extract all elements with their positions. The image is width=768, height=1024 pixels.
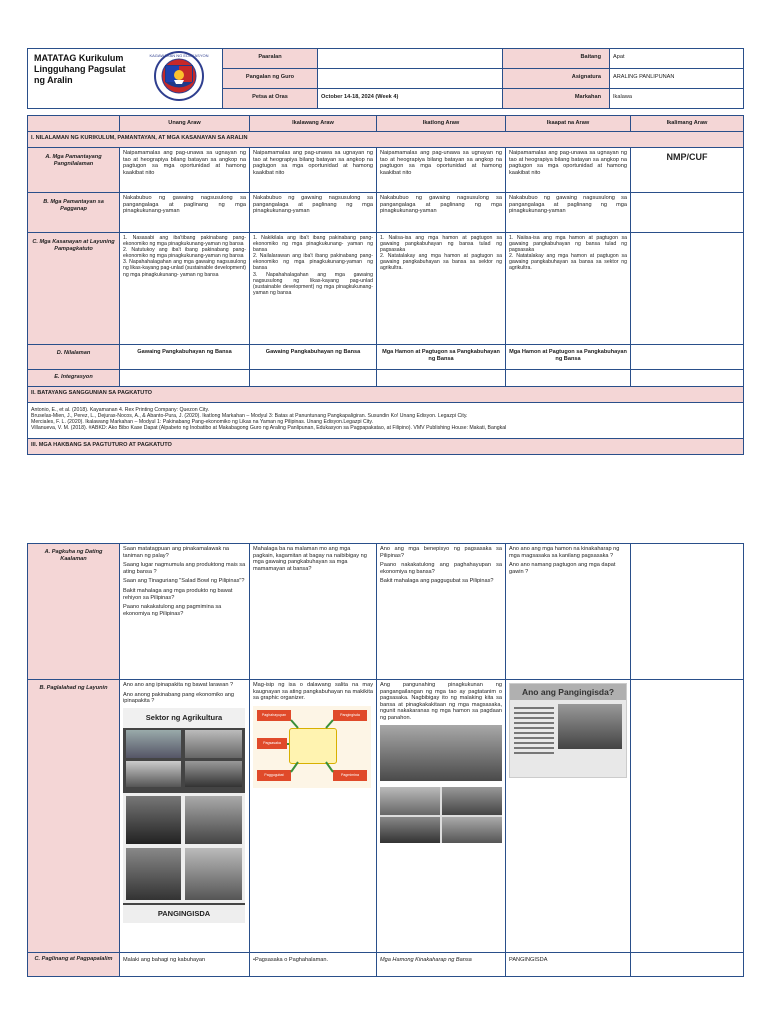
seal-lettering: KAGAWARAN NG EDUKASYON <box>148 53 209 58</box>
section-heading-3: III. MGA HAKBANG SA PAGTUTURO AT PAGKATUTO <box>28 439 744 455</box>
objectives-day2 <box>250 233 377 345</box>
section-heading-1: I. NILALAMAN NG KURIKULUM, PAMANTAYAN, AT MGA KASANAYAN SA ARALIN <box>28 132 744 148</box>
lesson-table <box>27 115 744 455</box>
question: Saan ang Tinaguriang "Salad Bowl ng Pilipinas"? <box>123 578 245 585</box>
question: Ano ano namang pagtugon ang mga dapat gawin ? <box>509 562 616 575</box>
references-list <box>28 403 744 439</box>
value-petsa[interactable]: October 14-18, 2024 (Week 4) <box>318 89 503 109</box>
cell-text: Malaki ang bahagi ng kabuhayan <box>120 953 250 977</box>
label-petsa: Petsa at Oras <box>223 89 318 109</box>
value-paaralan[interactable] <box>318 49 503 69</box>
question: Ano ano ang mga hamon na kinakaharap ng mga magsasaka sa kanilang pagsasaka ? <box>509 546 620 559</box>
photo-animals <box>185 730 242 758</box>
objectives-day1 <box>120 233 250 345</box>
questions-day2 <box>250 544 377 680</box>
content-title: Gawaing Pangkabuhayan ng Bansa <box>250 345 377 370</box>
objective-item: 2. Nailalarawan ang iba't ibang pakinabang pang-ekonomiko ng mga pinagkukunang-yaman ng bansa <box>253 253 373 272</box>
label-asignatura: Asignatura <box>503 69 610 89</box>
objectives-day3 <box>377 233 506 345</box>
deped-seal-icon <box>135 49 223 103</box>
cell-text: Naipamamalas ang pag-unawa sa ugnayan ng tao at heograpiya bilang batayan sa angkop na pagtugon sa mga oportunidad at hamong kaakibat nito <box>120 148 250 193</box>
row-label-kasanayan: C. Mga Kasanayan at Layuning Pampagkatuto <box>28 233 120 345</box>
value-guro[interactable] <box>318 69 503 89</box>
cell-text: Nakabubuo ng gawaing nagsusulong sa pangangalaga at paglinang ng mga pinagkukunang-yaman <box>506 193 631 233</box>
farming-collage <box>380 787 502 843</box>
questions-day1 <box>120 544 250 680</box>
day-header: Ikaapat na Araw <box>506 116 631 132</box>
question: Bakit mahalaga ang paggugubat sa Pilipinas? <box>380 578 494 585</box>
reference-item: Villanueva, V. M. (2018). #ABKD: Ako Bibo Kase Dapat (Alpabeto ng Inobatibo at Makabagong Guro ng Araling Panlipunan, Edukasyon sa Pagpapakatao, at Filipino). VMV Publishing House: Makati, Bangkal <box>31 425 507 432</box>
objective-item: 2. Natatalakay ang mga hamon at pagtugon sa gawaing pangkabuhayan sa bansa sa sektor ng agrikultra. <box>380 253 502 272</box>
doc-title-line: ng Aralin <box>34 75 73 85</box>
photo-field <box>126 730 181 758</box>
days-header-row <box>28 116 744 132</box>
label-guro: Pangalan ng Guro <box>223 69 318 89</box>
day-header: Unang Araw <box>120 116 250 132</box>
objective-item: 3. Napahahalagahan ang mga gawaing nagsusulong ng likas-kayang pag-unlad (sustainable development) ng mga pinagkukunang-yaman ng bansa <box>253 271 373 296</box>
value-markahan[interactable]: Ikalawa <box>610 89 744 109</box>
row-label-pamantayan-sa-pagganap: B. Mga Pamantayan sa Pagganap <box>28 193 120 233</box>
cell-text: Nakabubuo ng gawaing nagsusulong sa pangangalaga at paglinang ng mga pinagkukunang-yaman <box>120 193 250 233</box>
question: Paano nakakatulong ang paghahayupan sa ekonomiya ng bansa? <box>380 562 502 575</box>
cell-text: Nakabubuo ng gawaing nagsusulong sa pangangalaga at paglinang ng mga pinagkukunang-yaman <box>377 193 506 233</box>
fishing-photo <box>558 704 622 749</box>
organizer-box: Pangingisda <box>333 710 367 721</box>
questions-day3 <box>377 544 506 680</box>
objective-item: 2. Natutukoy ang iba't ibang pakinabang pang-ekonomiko ng mga pinagkukunang-yaman ng bansa <box>123 247 246 260</box>
row-label-paglalahad: B. Paglalahad ng Layunin <box>28 680 120 953</box>
nmp-cuf-label: NMP/CUF <box>631 148 744 193</box>
organizer-box: Pagmimina <box>333 770 367 781</box>
photo-forest <box>185 761 242 787</box>
objective-cell-day2 <box>250 680 377 953</box>
prompt: Ang pangunahing pinagkukunan ng pangangailangan ng mga tao ay pagtatanim o pagsasaka. Nagbibigay ito ng malaking kita sa bansa at pinagkakakitaan ng mga magsasaka, ngunit nakakaranas ng mga hamon sa pagdaan ng panahon. <box>380 682 502 721</box>
doc-title <box>28 49 135 109</box>
objective-item: 2. Natatalakay ang mga hamon at pagtugon sa gawaing pangkabuhayan sa bansa sa sektor ng agrikultra. <box>509 253 627 272</box>
row-label-nilalaman: D. Nilalaman <box>28 345 120 370</box>
question: Paano nakakatulong ang pagmimina sa ekonomiya ng Pilipinas? <box>123 604 222 617</box>
objective-cell-day4 <box>506 680 631 953</box>
question: Bakit mahalaga ang mga produkto ng bawat rehiyon sa Pilipinas? <box>123 587 233 601</box>
deped-seal <box>135 49 223 109</box>
organizer-box: Pagsasaka <box>257 738 287 749</box>
agrikultura-collage-image <box>123 708 245 923</box>
organizer-arrows <box>253 706 371 788</box>
value-asignatura[interactable]: ARALING PANLIPUNAN <box>610 69 744 89</box>
graphic-organizer <box>253 706 371 788</box>
doc-title-line: Lingguhang Pagsulat <box>34 64 126 74</box>
fishing-panel <box>123 793 245 903</box>
organizer-box: Paghahayupan <box>257 710 291 721</box>
day-header: Ikalawang Araw <box>250 116 377 132</box>
prompt: Ano ano ang ipinapakita ng bawat larawan ? <box>123 682 234 688</box>
reference-item: Bruselas-Mien, J., Perez, L., Dejuras-Nocos, A., & Abanto-Pura, J. (2020). Ikatlong Markahan – Modyul 3: Batas at Panuntunang Pangkapaligiran. Susundin Ko! Unang Edisyon. Legazpi City. <box>31 413 468 420</box>
cell-text: •Pagsasaka o Paghahalaman. <box>250 953 377 977</box>
collage-caption: PANGINGISDA <box>123 905 245 923</box>
value-baitang[interactable]: Apat <box>610 49 744 69</box>
pangingisda-infographic <box>509 683 627 778</box>
question: Mahalaga ba na malaman mo ang mga pagkain, kagamitan at bagay na naibibigay ng mga gawaing pangkabuhayan sa mga mamamayan at bansa? <box>253 546 367 572</box>
row-label-paglinang: C. Paglinang at Pagpapalalim <box>28 953 120 977</box>
objective-cell-day1 <box>120 680 250 953</box>
cell-text: Naipamamalas ang pag-unawa sa ugnayan ng tao at heograpiya bilang batayan sa angkop na pagtugon sa mga oportunidad at hamong kaakibat nito <box>250 148 377 193</box>
cell-text: Naipamamalas ang pag-unawa sa ugnayan ng tao at heograpiya bilang batayan sa angkop na pagtugon sa mga oportunidad at hamong kaakibat nito <box>506 148 631 193</box>
header-table <box>27 48 744 109</box>
questions-day4 <box>506 544 631 680</box>
content-title: Mga Hamon at Pagtugon sa Pangkabuhayan ng Bansa <box>506 345 631 370</box>
day-header: Ikalimang Araw <box>631 116 744 132</box>
cell-text: PANGINGISDA <box>506 953 631 977</box>
question: Saan matatagpuan ang pinakamalawak na taniman ng palay? <box>123 546 230 559</box>
collage-title: Sektor ng Agrikultura <box>123 708 245 728</box>
procedure-table <box>27 543 744 977</box>
row-label-dating-kaalaman: A. Pagkuha ng Dating Kaalaman <box>28 544 120 680</box>
infographic-title: Ano ang Pangingisda? <box>510 684 626 700</box>
photo-farm <box>126 761 181 787</box>
objective-item: 1. Nasasabi ang iba'tibang pakinabang pang-ekonomiko ng mga pinagkukunang-yaman ng bansa <box>123 235 246 248</box>
doc-title-line: MATATAG Kurikulum <box>34 53 124 63</box>
cell-text: Naipamamalas ang pag-unawa sa ugnayan ng tao at heograpiya bilang batayan sa angkop na pagtugon sa mga oportunidad at hamong kaakibat nito <box>377 148 506 193</box>
cell-text: Nakabubuo ng gawaing nagsusulong sa pangangalaga at paglinang ng mga pinagkukunang-yaman <box>250 193 377 233</box>
reference-item: Merciales, F. L. (2020). Ikalawang Markahan – Modyul 1: Pakinabang Pang-ekonomiko ng Likas na Yaman ng Pilipinas. Unang Edisyon.Legazpi City. <box>31 419 373 426</box>
prompt: Ano anong pakinabang pang ekonomiko ang ipinapakita ? <box>123 691 235 705</box>
label-baitang: Baitang <box>503 49 610 69</box>
content-title: Mga Hamon at Pagtugon sa Pangkabuhayan ng Bansa <box>377 345 506 370</box>
farmers-photo <box>380 725 502 781</box>
objective-item: 1. Naiisa-isa ang mga hamon at pagtugon sa gawaing pangkabuhayan ng bansa tulad ng pagsasaka <box>509 235 627 254</box>
content-title: Gawaing Pangkabuhayan ng Bansa <box>120 345 250 370</box>
question: Saang lugar nagmumula ang produktong mais sa ating bansa ? <box>123 562 246 575</box>
objective-item: 1. Naiisa-isa ang mga hamon at pagtugon sa gawaing pangkabuhayan ng bansa tulad ng pagsasaka <box>380 235 502 254</box>
row-label-integrasyon: E. Integrasyon <box>28 370 120 387</box>
section-heading-2: II. BATAYANG SANGGUNIAN SA PAGKATUTO <box>28 387 744 403</box>
label-paaralan: Paaralan <box>223 49 318 69</box>
objectives-day4 <box>506 233 631 345</box>
objective-item: 1. Nakikilala ang iba't ibang pakinabang pang-ekonomiko ng mga pinagkukunang- yaman ng bansa <box>253 235 373 254</box>
infographic-text-lines <box>514 704 554 772</box>
objective-cell-day3 <box>377 680 506 953</box>
label-markahan: Markahan <box>503 89 610 109</box>
reference-item: Antonio, E., et al. (2018). Kayamanan 4. Rex Printing Company: Quezon City. <box>31 407 210 413</box>
prompt: Mag-isip ng isa o dalawang salita na may kaugnayan sa ating pangkabuhayan na makikita sa graphic organizer. <box>253 682 373 702</box>
organizer-box: Paggugubat <box>257 770 291 781</box>
day-header: Ikatlong Araw <box>377 116 506 132</box>
question: Ano ang mga benepisyo ng pagsasaka sa Pilipinas? <box>380 546 502 559</box>
objective-item: 3. Napahahalagahan ang mga gawaing nagsusulong ng likas-kayang pag-unlad (sustainable development) ng mga pinagkukunang- yaman ng bansa <box>123 259 246 278</box>
row-label-pamantayang-pangnilalaman: A. Mga Pamantayang Pangnilalaman <box>28 148 120 193</box>
cell-text: Mga Hamong Kinakaharap ng Bansa <box>377 953 506 977</box>
